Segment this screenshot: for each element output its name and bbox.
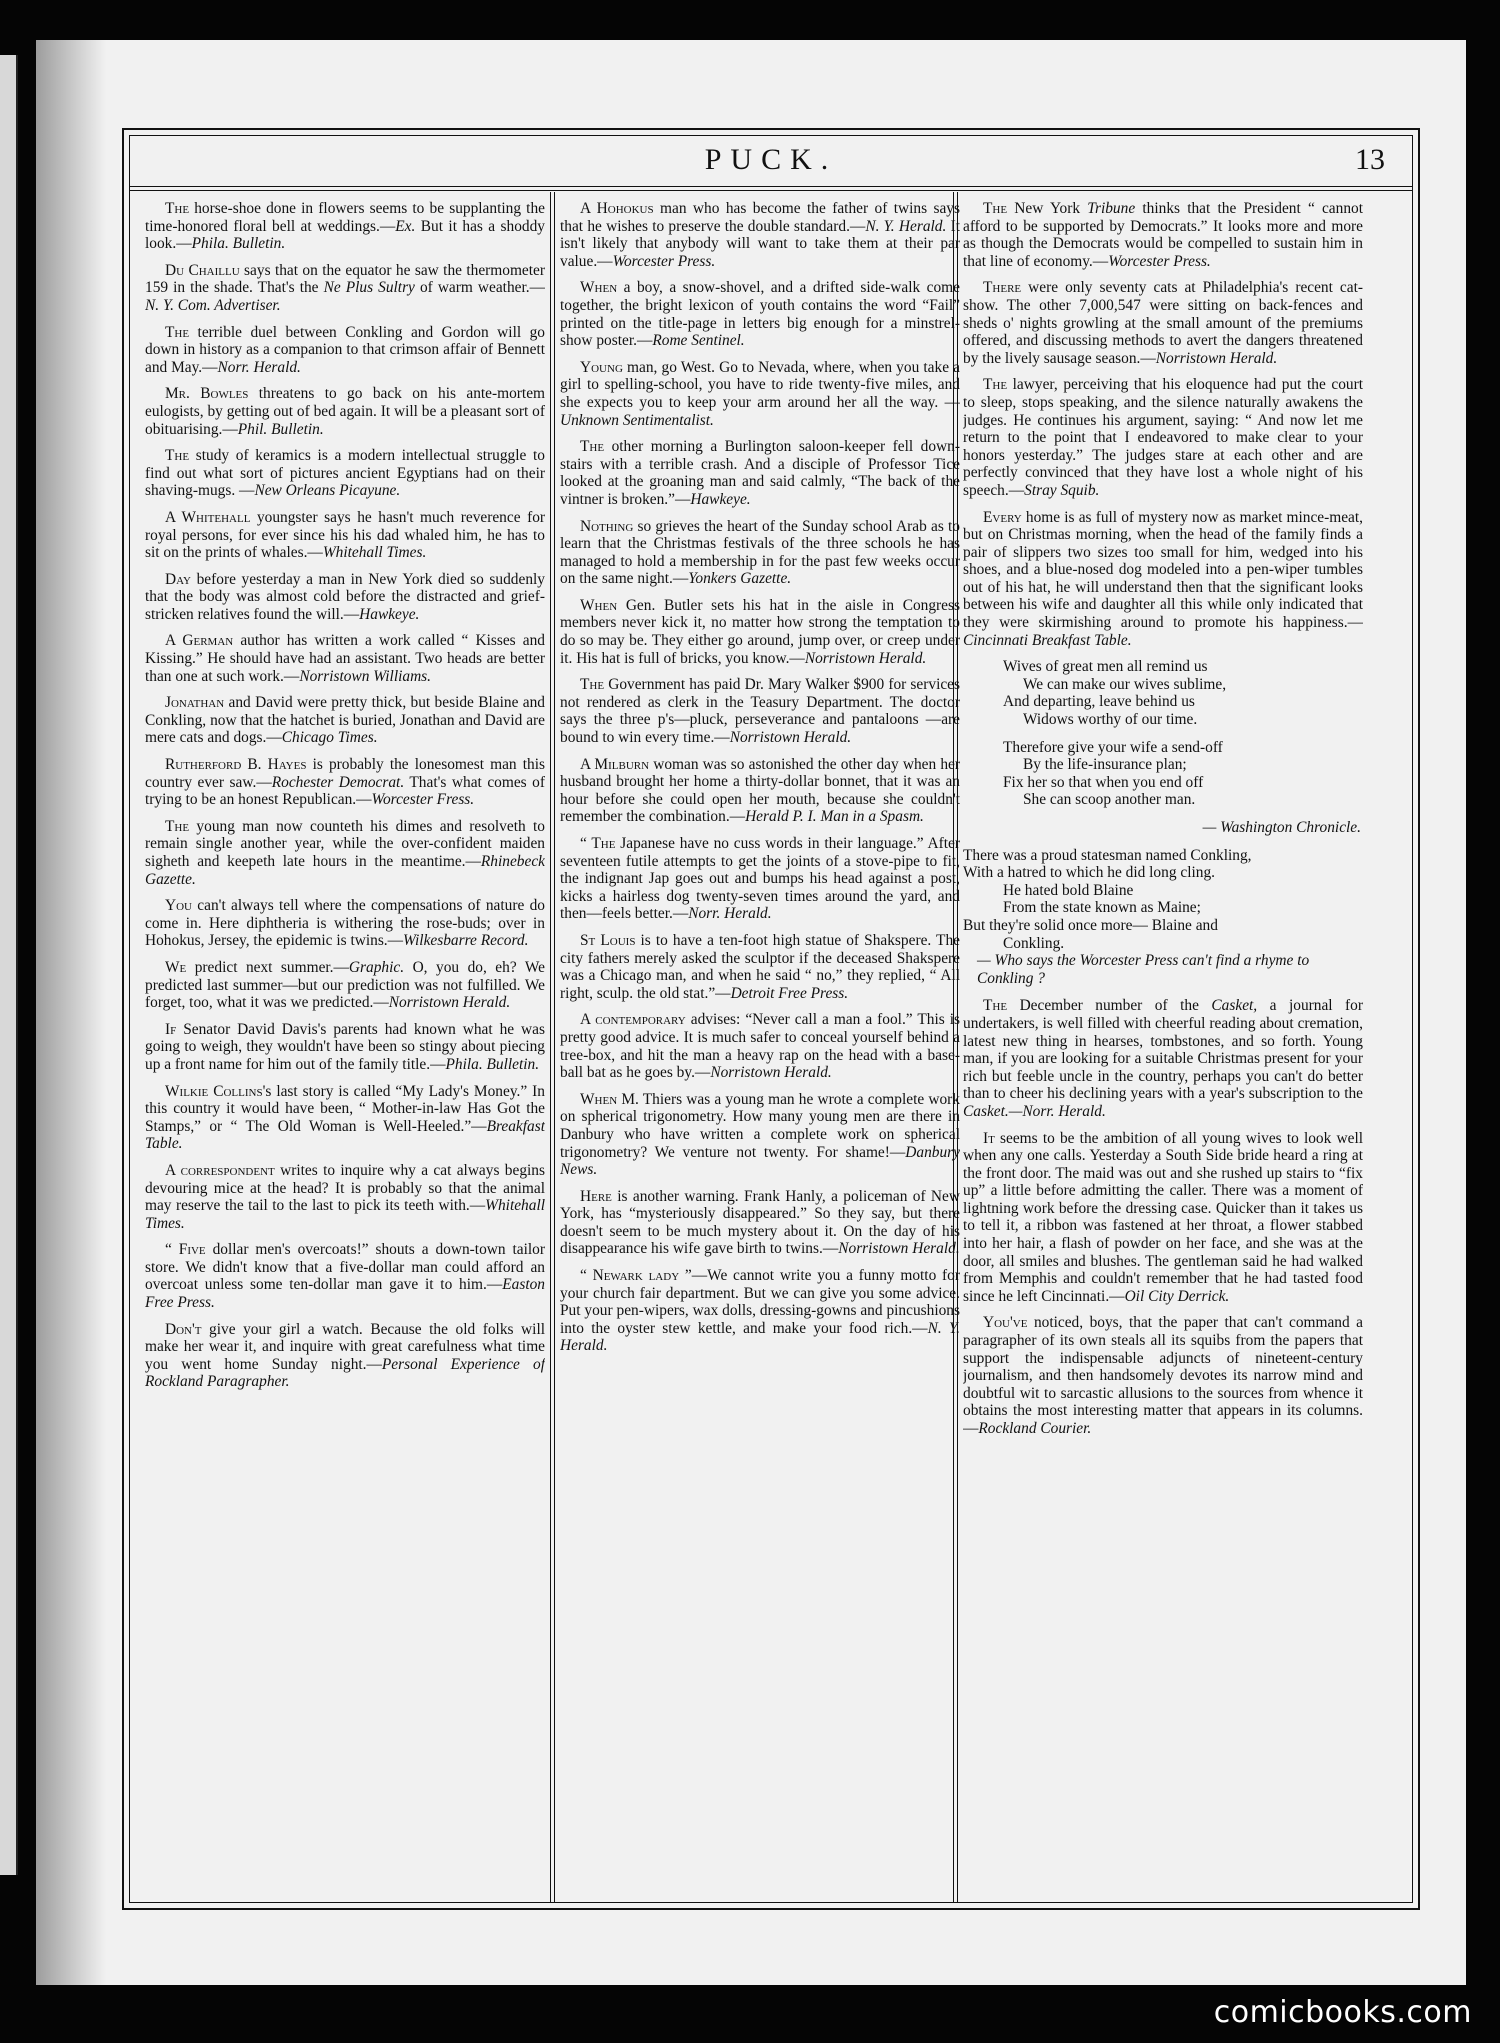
previous-page-edge: [0, 55, 18, 1875]
paragraph-item: [145, 324, 545, 377]
item-lead: Every: [983, 508, 1022, 526]
paragraph-item: [145, 509, 545, 562]
item-lead: Jonathan: [165, 694, 225, 712]
poem-line: Therefore give your wife a send-off: [1003, 738, 1223, 756]
item-source: New Orleans Picayune.: [254, 482, 401, 500]
paragraph-item: [560, 1267, 960, 1355]
item-lead: “ The: [580, 835, 616, 852]
item-source: Wilkesbarre Record.: [403, 932, 529, 950]
column-3: [963, 200, 1363, 1890]
paragraph-item: [963, 376, 1363, 499]
item-source: Personal Experience of Rockland Paragrapher.: [145, 1355, 545, 1391]
paragraph-item: [145, 1321, 545, 1391]
paragraph-item: [963, 1314, 1363, 1437]
item-text: other morning a Burlington saloon-keeper fell down-stairs with a terrible crash. And a disciple of Professor Tice looked at the groaning man and said calmly, “The back of the vintner is broken.”—: [560, 438, 960, 508]
item-text: Japanese have no cuss words in their language.” After seventeen futile attempts to get the joints of a stove-pipe to fit, the indignant Jap goes out and bumps his head against a post, kicks a hairless dog twenty-seven times around the yard, and then—feels better.—: [560, 835, 960, 923]
item-source: Norristown Herald.: [388, 994, 511, 1012]
paragraph-item: [145, 200, 545, 253]
item-source: Whitehall Times.: [145, 1197, 545, 1232]
item-text: dollar men's overcoats!” shouts a down-town tailor store. We didn't know that a five-dollar man could afford an overcoat unless some ten-dollar man gave it to him.—: [145, 1241, 545, 1294]
item-source: Danbury News.: [560, 1143, 960, 1179]
item-source: N. Y. Herald.: [560, 1319, 960, 1355]
item-lead: If: [165, 1020, 177, 1038]
paragraph-item: [560, 676, 960, 746]
spine-shadow: [36, 40, 106, 1985]
column-divider: [550, 192, 551, 1902]
paragraph-item: [560, 1011, 960, 1081]
paragraph-item: [560, 518, 960, 588]
item-text: Senator David Davis's parents had known what he was going to weigh, they wouldn't have been so stingy about piecing up a front name for him out of the family title.—: [145, 1020, 545, 1073]
paragraph-item: [963, 509, 1363, 650]
item-text: noticed, boys, that the paper that can't command a paragrapher of its own steals all its squibs from the papers that support the indispensable adjuncts of nineteent-century journalism, and then handsomely devotes its narrow mind and doubtful wit to sarcastic allusions to the sources from whence it obtains the most interesting matter that appears in its columns.—: [963, 1314, 1363, 1437]
paragraph-item: [145, 1083, 545, 1153]
item-text: a boy, a snow-shovel, and a drifted side-walk come together, the bright lexicon of youth contains the word “Fail” printed on the title-page in letters big enough for a minstrel-show poster.—: [560, 279, 960, 350]
paragraph-item: [963, 279, 1363, 367]
item-text: writes to inquire why a cat always begins devouring mice at the head? It is probably so that the animal may reserve the tail to the last to pick its teeth with.—: [145, 1161, 545, 1215]
item-source: Rockland Courier.: [978, 1420, 1092, 1437]
item-lead: Day: [165, 570, 191, 588]
item-lead: You: [165, 897, 193, 915]
item-text: man who has become the father of twins says that he wishes to preserve the double standard.—: [560, 200, 960, 235]
item-lead: The: [983, 997, 1008, 1015]
item-text: says that on the equator he saw the thermometer 159 in the shade. That's the: [145, 261, 545, 297]
paragraph-item: [560, 200, 960, 270]
item-source: Yonkers Gazette.: [688, 570, 792, 588]
item-source: Detroit Free Press.: [730, 984, 849, 1002]
poem-stanza-1: [963, 658, 1363, 728]
poem-attribution: — Washington Chronicle.: [1202, 819, 1361, 836]
page-title: PUCK.: [704, 143, 838, 176]
paragraph-item: [145, 756, 545, 809]
item-lead: When: [580, 596, 618, 614]
limerick-line: Conkling.: [1003, 934, 1065, 952]
item-source: Oil City Derrick.: [1124, 1287, 1230, 1305]
item-lead: “ Newark lady: [580, 1267, 680, 1285]
item-source: Rhinebeck Gazette.: [145, 853, 545, 888]
paragraph-item: [145, 447, 545, 500]
paragraph-item: [560, 1091, 960, 1179]
item-text: New York: [1007, 200, 1088, 217]
item-source: Whitehall Times.: [322, 544, 427, 562]
item-source: Worcester Press.: [1108, 252, 1211, 270]
paragraph-item: [963, 997, 1363, 1120]
item-source: N. Y. Herald.: [865, 217, 947, 235]
column-1: [145, 200, 545, 1890]
watermark: comicbooks.com: [1213, 1995, 1472, 2030]
paragraph-item: [963, 200, 1363, 270]
item-text: That's what comes of trying to be an honest Republican.—: [145, 773, 545, 809]
item-lead: When: [580, 279, 618, 297]
item-lead: The: [165, 447, 190, 465]
item-text: Gen. Butler sets his hat in the aisle in Congress members never kick it, no matter how strong the temptation to do so may be. They either go around, jump over, or creep under it. His hat is full of bricks, you know.—: [560, 596, 960, 667]
item-text: is probably the lonesomest man this country ever saw.—: [145, 756, 545, 791]
item-text: thinks that the President “ cannot afford to be supported by Democrats.” It looks more and more as though the Democrats would be compelled to sustain him in that line of economy.—: [963, 200, 1363, 270]
item-lead: A Milburn: [580, 755, 650, 773]
poem-line: By the life-insurance plan;: [1023, 756, 1187, 774]
item-text: threatens to go back on his ante-mortem eulogists, by getting out of bed again. It will be a pleasant sort of obituarising.—: [145, 385, 545, 438]
item-text: man, go West. Go to Nevada, where, when you take a girl to spelling-school, you have to ride twenty-five miles, and she expects you to keep your arm around her all the way. —: [560, 358, 960, 411]
item-text: lawyer, perceiving that his eloquence had put the court to sleep, stops speaking, and the silence naturally awakens the judges. He continues his argument, saying: “ And now let me return to the point that I endeavored to make clear to your honors yesterday.” The judges stare at each other and are perfectly convinced that they have lost a whole night of his speech.—: [963, 376, 1363, 499]
item-lead: A German: [165, 632, 234, 650]
item-source: Norristown Williams.: [299, 667, 432, 685]
paragraph-item: [145, 897, 545, 950]
item-source: Norr. Herald.: [217, 358, 301, 376]
item-source: Unknown Sentimentalist.: [560, 411, 714, 429]
item-source: N. Y. Com. Advertiser.: [145, 296, 281, 314]
item-source: Phila. Bulletin.: [445, 1055, 540, 1073]
item-text: young man now counteth his dimes and resolveth to remain single another year, while the over-confident maiden sigheth and keepeth late hours in the meantime.—: [145, 817, 545, 870]
item-text: But it has a shoddy look.—: [145, 217, 545, 253]
limerick-line: With a hatred to which he did long cling.: [963, 864, 1215, 882]
poem-line: Fix her so that when you end off: [1003, 773, 1204, 791]
item-source: Easton Free Press.: [145, 1276, 545, 1312]
item-text: home is as full of mystery now as market mince-meat, but on Christmas morning, when the head of the family finds a pair of slippers two sizes too small for him, wedged into his shoes, and a blue-nosed dog modeled into a pen-wiper tumbles out of his hat, he will understand then that the significant looks between his wife and daughter all this while only indicated that they were skirmishing around to promote his happiness.—: [963, 508, 1363, 632]
paragraph-item: [963, 1130, 1363, 1306]
paragraph-item: [560, 756, 960, 826]
paragraph-item: [145, 571, 545, 624]
item-text: of warm weather.—: [414, 279, 545, 297]
item-text: horse-shoe done in flowers seems to be supplanting the time-honored floral bell at weddings.—: [145, 200, 545, 235]
paragraph-item: [560, 359, 960, 429]
item-text: study of keramics is a modern intellectual struggle to find out what sort of pictures ancient Egyptians had on their shaving-mugs. —: [145, 447, 545, 500]
item-source: Rochester Democrat.: [271, 773, 405, 791]
paragraph-item: [560, 279, 960, 349]
limerick-line: But they're solid once more— Blaine and: [963, 916, 1218, 934]
poem-line: We can make our wives sublime,: [1023, 675, 1227, 693]
page-number: 13: [1355, 143, 1385, 176]
paragraph-item: [145, 262, 545, 315]
item-source: Hawkeye.: [359, 605, 420, 623]
item-lead: St Louis: [580, 931, 636, 949]
item-lead: Wilkie Collins: [165, 1082, 263, 1100]
limerick-line: He hated bold Blaine: [1003, 881, 1134, 899]
item-source: Hawkeye.: [690, 490, 751, 508]
header-rule: [130, 186, 1412, 187]
item-source: Chicago Times.: [281, 729, 378, 747]
limerick: [963, 847, 1363, 988]
item-source: Cincinnati Breakfast Table.: [963, 631, 1132, 649]
item-text: give your girl a watch. Because the old folks will make her wear it, and inquire with great carefulness what time you went home Sunday night.—: [145, 1320, 545, 1373]
item-source: Herald P. I. Man in a Spasm.: [745, 808, 924, 826]
item-text: O, you do, eh? We predicted last summer—but our prediction was not fulfilled. We forget, too, what it was we predicted.—: [145, 958, 545, 1012]
item-source: Ex.: [395, 217, 416, 235]
item-lead: A Hohokus: [580, 200, 654, 217]
item-text: terrible duel between Conkling and Gordon will go down in history as a companion to that crimson affair of Bennett and May.—: [145, 323, 545, 376]
item-text: woman was so astonished the other day when her husband brought her home a thirty-dollar bonnet, that it was an hour before she could open her mouth, because she couldn't remember the combination.—: [560, 755, 960, 826]
limerick-attribution: — Who says the Worcester Press can't find a rhyme to Conkling ?: [977, 952, 1310, 987]
item-lead: We: [165, 958, 187, 976]
limerick-line: There was a proud statesman named Conkling,: [963, 846, 1252, 864]
item-lead: Rutherford B. Hayes: [165, 756, 307, 774]
item-text: 's last story is called “My Lady's Money.” In this country it would have been, “ Mother-in-law Has Got the Stamps,” or “ The Old Woman is Well-Heeled.”—: [145, 1082, 545, 1135]
paragraph-item: [145, 632, 545, 685]
item-lead: The: [983, 376, 1008, 394]
item-text: a journal for undertakers, is well filled with cheerful reading about cremation, latest new thing in hearses, tombstones, and so forth. Young man, if you are looking for a suitable Christmas present for your rich but feeble uncle in the country, perhaps you can't do better than to cheer his declining years with a year's subscription to the: [963, 997, 1363, 1103]
item-text: so grieves the heart of the Sunday school Arab as to learn that the Christmas festivals of the three schools he has managed to hold a membership in for the past few weeks occur on the same night.—: [560, 517, 960, 588]
item-source: Norristown Herald.: [710, 1064, 832, 1082]
item-source: Rome Sentinel.: [652, 332, 745, 350]
masthead: [129, 143, 1413, 183]
item-source: Graphic.: [348, 958, 405, 976]
paragraph-item: [145, 1241, 545, 1311]
item-source: Tribune: [1087, 200, 1136, 217]
item-text: is to have a ten-foot high statue of Shakspere. The city fathers merely asked the sculptor if the deceased Shakspere was a Chicago man, and when he said “ no,” they replied, “ All right, sculp. the old stat.”—: [560, 931, 960, 1002]
item-source: Stray Squib.: [1024, 481, 1100, 499]
item-source: Norristown Herald.: [804, 649, 927, 667]
column-2: [560, 200, 960, 1890]
item-source: Phila. Bulletin.: [191, 235, 286, 253]
item-source: Norr. Herald.: [688, 905, 772, 923]
item-lead: Here: [580, 1187, 612, 1205]
item-text: seems to be the ambition of all young wives to look well when any one calls. Yesterday a South Side bride heard a ring at the front door. The maid was out and she rushed up stairs to “fix up” a little before admitting the caller. There was a moment of lightning work before the dressing case. Quicker than it takes us to tell it, a ribbon was fastened at her throat, a flower stabbed into her hair, a flash of powder on her face, and she was at the door, all smiles and blushes. The gentleman said he had walked from Memphis and couldn't remember that he had tasted food since he left Cincinnati.—: [963, 1129, 1363, 1305]
item-source: Ne Plus Sultry: [323, 279, 415, 297]
paragraph-item: [560, 438, 960, 508]
item-text: predict next summer.—: [186, 958, 349, 976]
poem: [963, 658, 1363, 836]
item-lead: The: [165, 200, 190, 217]
item-text: and David were pretty thick, but beside Blaine and Conkling, now that the hatchet is buried, Jonathan and David are mere cats and dogs.—: [145, 694, 545, 747]
item-lead: You've: [983, 1314, 1028, 1332]
item-lead: Don't: [165, 1320, 202, 1338]
item-lead: The: [983, 200, 1008, 217]
item-text: is another warning. Frank Hanly, a policeman of New York, has “mysteriously disappeared.” So they say, but there doesn't seem to be much mystery about it. On the day of his disappearance his wife gave birth to twins.—: [560, 1187, 960, 1258]
item-text: before yesterday a man in New York died so suddenly that the body was almost cold before the distracted and grief-stricken relatives found the will.—: [145, 570, 545, 623]
item-text: advises: “Never call a man a fool.” This is pretty good advice. It is much safer to conceal yourself behind a tree-box, and hit the man a heavy rap on the head with a base-ball bat as he goes by.—: [560, 1011, 960, 1082]
item-lead: Nothing: [580, 517, 634, 535]
item-text: can't always tell where the compensations of nature do come in. Here diphtheria is withering the rose-buds; over in Hohokus, Jersey, the epidemic is twins.—: [145, 897, 545, 950]
item-source: Norristown Herald.: [838, 1240, 960, 1258]
item-source: Casket.—Norr. Herald.: [963, 1102, 1106, 1120]
item-lead: Du Chaillu: [165, 261, 240, 279]
item-source: Breakfast Table.: [145, 1117, 545, 1153]
item-source: Worcester Press.: [612, 252, 716, 270]
poem-line: Widows worthy of our time.: [1023, 711, 1198, 729]
paragraph-item: [145, 1021, 545, 1074]
item-text: Government has paid Dr. Mary Walker $900 for services not rendered as clerk in the Teasury Department. The doctor says the three p's—pluck, perseverance and pantaloons —are bound to win every time.—: [560, 676, 960, 747]
item-lead: The: [580, 438, 605, 456]
item-text: It isn't likely that anybody will want to take them at their par value.—: [560, 217, 960, 270]
item-lead: There: [983, 279, 1022, 297]
item-lead: Mr. Bowles: [165, 385, 249, 403]
paragraph-item: [560, 1188, 960, 1258]
paragraph-item: [145, 694, 545, 747]
poem-line: She can scoop another man.: [1023, 791, 1196, 809]
item-lead: “ Five: [165, 1241, 206, 1259]
paragraph-item: [145, 959, 545, 1012]
limerick-line: From the state known as Maine;: [1003, 899, 1201, 917]
item-source: Casket,: [1211, 997, 1258, 1015]
paragraph-item: [145, 1162, 545, 1232]
item-text: December number of the: [1007, 997, 1212, 1015]
column-divider: [554, 192, 555, 1902]
item-lead: The: [165, 323, 190, 341]
item-lead: A contemporary: [580, 1011, 686, 1029]
paragraph-item: [560, 597, 960, 667]
item-lead: The: [580, 676, 605, 694]
paragraph-item: [145, 385, 545, 438]
item-lead: When: [580, 1090, 618, 1108]
paragraph-item: [145, 818, 545, 888]
item-text: M. Thiers was a young man he wrote a complete work on spherical trigonometry. How many young men are there in Danbury who have written a complete work on spherical trigonometry? We venture not twenty. For shame!—: [560, 1090, 960, 1161]
item-source: Phil. Bulletin.: [237, 420, 324, 438]
item-lead: The: [165, 817, 190, 835]
poem-line: Wives of great men all remind us: [1003, 658, 1208, 676]
paragraph-item: [560, 932, 960, 1002]
item-text: ”—We cannot write you a funny motto for your church fair department. But we can give you some advice. Put your pen-wipers, wax dolls, dressing-gowns and pincushions into the oyster stew kettle, and make your food rich.—: [560, 1267, 960, 1337]
item-lead: A correspondent: [165, 1161, 275, 1179]
item-source: Norristown Herald.: [1155, 349, 1278, 367]
poem-line: And departing, leave behind us: [1003, 693, 1195, 711]
paragraph-item: [560, 835, 960, 923]
item-text: author has written a work called “ Kisses and Kissing.” He should have had an assistant. Two heads are better than one at such work.—: [145, 632, 545, 685]
item-lead: Young: [580, 358, 623, 376]
item-source: Worcester Fress.: [371, 791, 475, 809]
item-source: Norristown Herald.: [729, 729, 852, 747]
item-lead: It: [983, 1129, 995, 1147]
item-lead: A Whitehall: [165, 508, 251, 526]
item-text: were only seventy cats at Philadelphia's recent cat-show. The other 7,000,547 were sitting on back-fences and sheds o' nights growling at the small amount of the premiums offered, and discussing methods to avert the dangers threatened by the lively sausage season.—: [963, 279, 1363, 367]
item-text: youngster says he hasn't much reverence for royal persons, for ever since his his dad whaled him, he has to sit on the prints of whales.—: [145, 508, 545, 562]
poem-stanza-2: [963, 739, 1363, 809]
header-rule-double: [130, 190, 1412, 191]
